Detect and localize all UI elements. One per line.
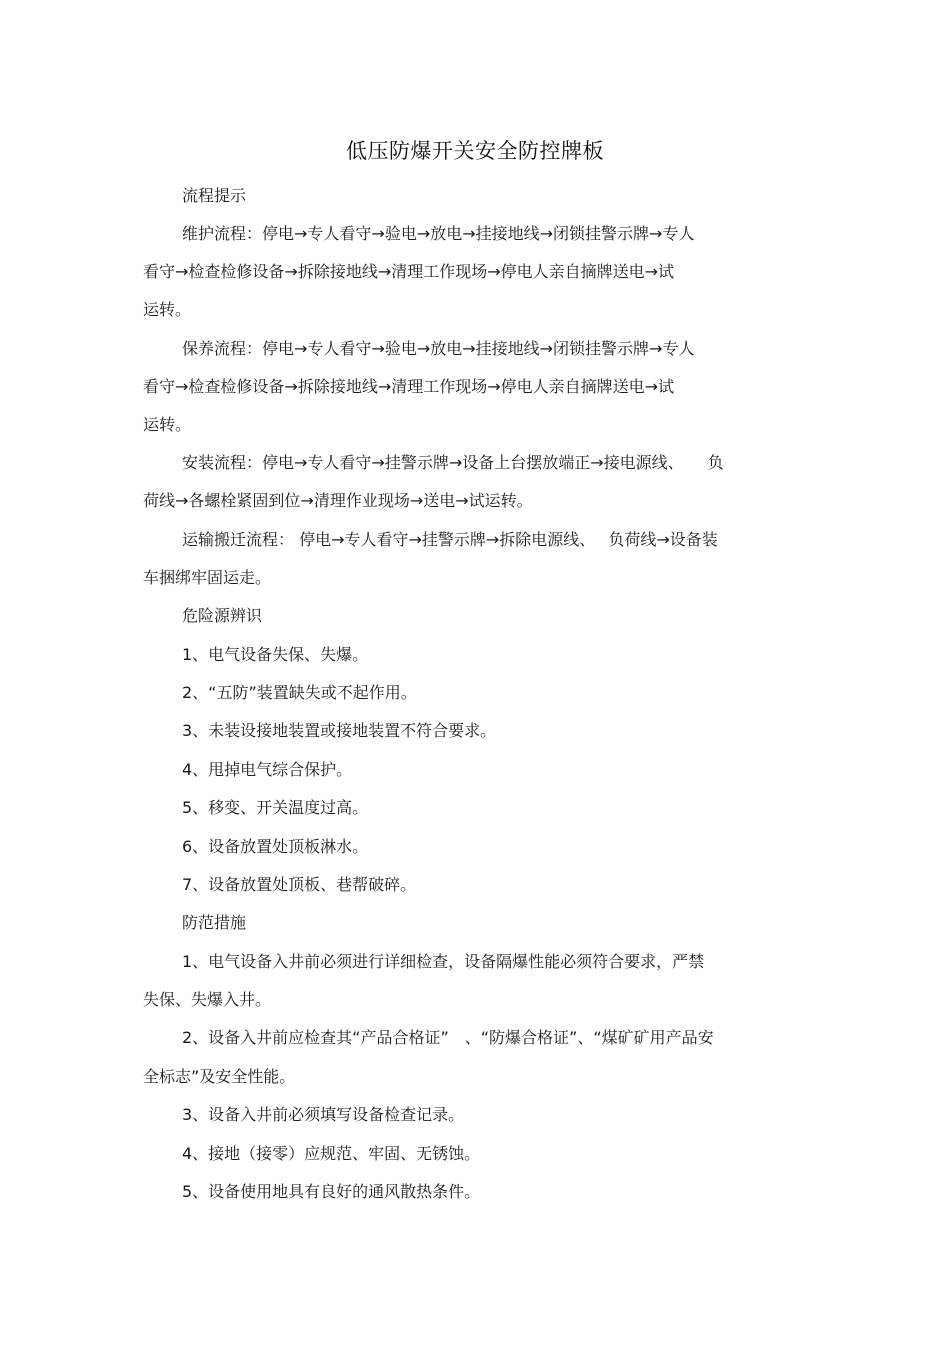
hazard-item: 5、移变、开关温度过高。 [182, 798, 369, 817]
install-line-2: 荷线→各螺栓紧固到位→清理作业现场→送电→试运转。 [143, 491, 533, 510]
hazard-item: 4、甩掉电气综合保护。 [182, 760, 353, 779]
maintenance-line-3: 运转。 [143, 300, 192, 319]
maintenance-line-1: 维护流程：停电→专人看守→验电→放电→挂接地线→闭锁挂警示牌→专人 [182, 224, 695, 243]
measure-4: 4、接地（接零）应规范、牢固、无锈蚀。 [182, 1144, 481, 1163]
transport-line-2: 车捆绑牢固运走。 [143, 568, 272, 587]
hazard-item: 3、未装设接地装置或接地装置不符合要求。 [182, 721, 497, 740]
measure-3: 3、设备入井前必须填写设备检查记录。 [182, 1105, 465, 1124]
upkeep-line-1: 保养流程：停电→专人看守→验电→放电→挂接地线→闭锁挂警示牌→专人 [182, 339, 695, 358]
process-heading: 流程提示 [182, 186, 247, 205]
upkeep-line-3: 运转。 [143, 415, 192, 434]
measure-2-line-2: 全标志”及安全性能。 [143, 1067, 296, 1086]
measure-1-line-1: 1、电气设备入井前必须进行详细检查，设备隔爆性能必须符合要求，严禁 [182, 952, 705, 971]
install-line-1: 安装流程：停电→专人看守→挂警示牌→设备上台摆放端正→接电源线、 负 [182, 453, 724, 472]
maintenance-line-2: 看守→检查检修设备→拆除接地线→清理工作现场→停电人亲自摘牌送电→试 [143, 262, 675, 281]
upkeep-line-2: 看守→检查检修设备→拆除接地线→清理工作现场→停电人亲自摘牌送电→试 [143, 377, 675, 396]
measure-2-line-1: 2、设备入井前应检查其“产品合格证” 、“防爆合格证”、“煤矿矿用产品安 [182, 1028, 714, 1047]
hazard-item: 7、设备放置处顶板、巷帮破碎。 [182, 875, 417, 894]
hazards-heading: 危险源辨识 [182, 606, 263, 625]
measure-5: 5、设备使用地具有良好的通风散热条件。 [182, 1182, 481, 1201]
transport-line-1: 运输搬迁流程： 停电→专人看守→挂警示牌→拆除电源线、 负荷线→设备装 [182, 530, 718, 549]
hazard-item: 1、电气设备失保、失爆。 [182, 645, 369, 664]
document-title: 低压防爆开关安全防控牌板 [346, 139, 604, 163]
hazard-item: 6、设备放置处顶板淋水。 [182, 837, 369, 856]
measures-heading: 防范措施 [182, 913, 247, 932]
hazard-item: 2、“五防”装置缺失或不起作用。 [182, 683, 417, 702]
measure-1-line-2: 失保、失爆入井。 [143, 990, 272, 1009]
